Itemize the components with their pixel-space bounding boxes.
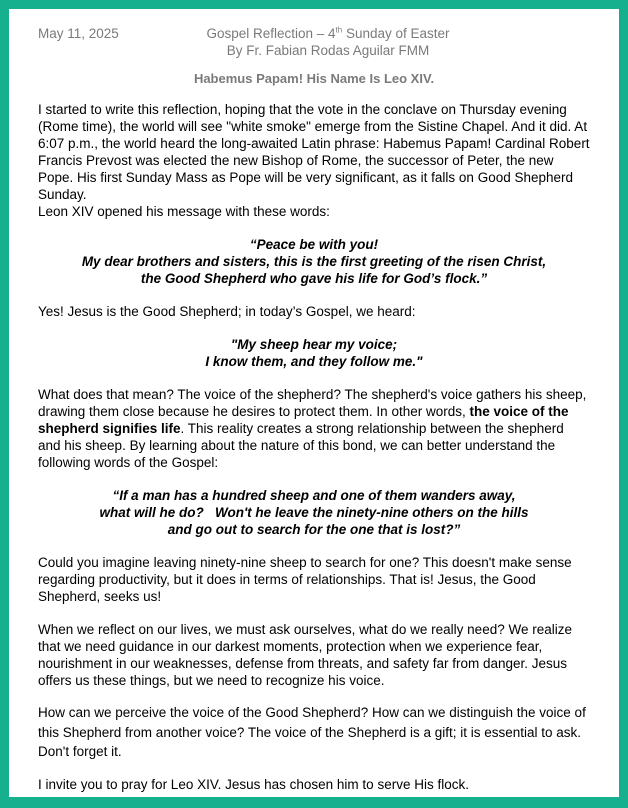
paragraph-7: I invite you to pray for Leo XIV. Jesus has chosen him to serve His flock. [38, 776, 469, 792]
subtitle-text-end: Sunday of Easter [342, 26, 450, 41]
quote-line: and go out to search for the one that is lost?” [167, 522, 461, 537]
paragraph-3-text: What does that mean? The voice of the shepherd? The shepherd's voice gathers his sheep, drawing them close because he desires to protect them. In other words, [38, 387, 587, 419]
paragraph-5: When we reflect on our lives, we must ask ourselves, what do we really need? We realize that we need guidance in our darkest moments, protection when we experience fear, nourishment in our weaknesses, defense from threats, and safety far from danger. Jesus offers us these things, but we need to recognize his voice. [38, 622, 572, 688]
header [38, 25, 590, 61]
quote-line: “If a man has a hundred sheep and one of them wanders away, [112, 488, 516, 503]
paragraph-3-bold: the voice of the shepherd signifies life [38, 404, 569, 436]
date: May 11, 2025 [38, 26, 119, 41]
subtitle [118, 25, 538, 42]
quote-1 [38, 236, 590, 287]
subtitle-sup: th [335, 25, 343, 35]
page-title: Habemus Papam! His Name Is Leo XIV. [193, 71, 435, 86]
author: By Fr. Fabian Rodas Aguilar FMM [226, 43, 430, 58]
quote-2 [38, 336, 590, 370]
paragraph-6: How can we perceive the voice of the Good Shepherd? How can we distinguish the voice of this Shepherd from another voice? The voice of the Shepherd is a gift; it is essential to ask. Don't forget it. [38, 705, 586, 759]
quote-3 [38, 487, 590, 538]
paragraph-4: Could you imagine leaving ninety-nine sheep to search for one? This doesn't make sense regarding productivity, but it does in terms of relationships. That is! Jesus, the Good Shepherd, seeks us! [38, 555, 572, 604]
quote-line: I know them, and they follow me." [205, 354, 423, 369]
subtitle-text: Gospel Reflection – 4 [206, 26, 336, 41]
paragraph-2: Yes! Jesus is the Good Shepherd; in today’s Gospel, we heard: [38, 304, 416, 319]
intro-line-2: Leon XIV opened his message with these words: [38, 204, 330, 219]
quote-line: "My sheep hear my voice; [230, 337, 398, 352]
paragraph-3-text-end: . This reality creates a strong relationship between the shepherd and his sheep. By learning about the nature of this bond, we can better understand the following words of the Gospel: [38, 421, 564, 470]
quote-line: “Peace be with you! [249, 237, 379, 252]
intro-paragraph: I started to write this reflection, hoping that the vote in the conclave on Thursday evening (Rome time), the world will see "white smoke" emerge from the Sistine Chapel. And it did. At 6:07 p.m., the world heard the long-awaited Latin phrase: Habemus Papam! Cardinal Robert Francis Prevost was elected the new Bishop of Rome, the successor of Peter, the new Pope. His first Sunday Mass as Pope will be very significant, as it falls on Good Shepherd Sunday. [38, 102, 590, 202]
quote-line: My dear brothers and sisters, this is the first greeting of the risen Christ, [81, 254, 547, 269]
quote-line: the Good Shepherd who gave his life for God’s flock.” [140, 271, 488, 286]
quote-line: what will he do? Won't he leave the ninety-nine others on the hills [99, 505, 529, 520]
document-page [9, 9, 619, 797]
header-center [118, 25, 538, 59]
paragraph-3 [38, 386, 590, 471]
